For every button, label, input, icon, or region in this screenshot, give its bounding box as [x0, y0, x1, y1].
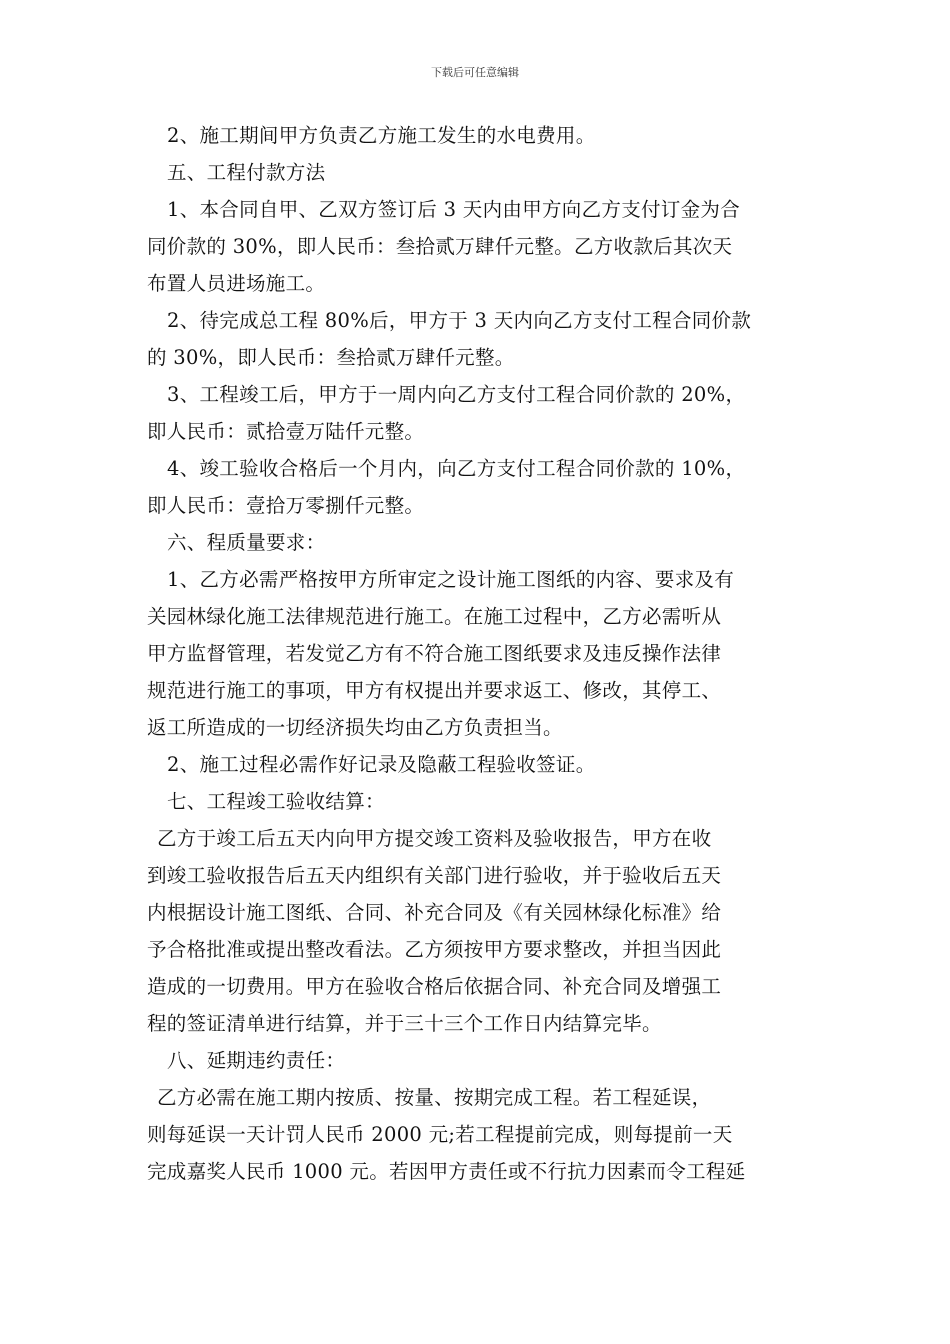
paragraph-line: 即人民币：贰拾壹万陆仟元整。	[147, 420, 425, 443]
paragraph-line: 布置人员进场施工。	[147, 272, 326, 295]
paragraph-line: 造成的一切费用。甲方在验收合格后依据合同、补充合同及增强工	[147, 975, 722, 998]
paragraph-line: 返工所造成的一切经济损失均由乙方负责担当。	[147, 716, 563, 739]
paragraph-line: 2、施工期间甲方负责乙方施工发生的水电费用。	[167, 124, 596, 147]
section-heading: 八、延期违约责任：	[167, 1049, 346, 1072]
paragraph-line: 同价款的 30%，即人民币：叁拾贰万肆仟元整。乙方收款后其次天	[147, 235, 733, 258]
paragraph-line: 关园林绿化施工法律规范进行施工。在施工过程中，乙方必需听从	[147, 605, 722, 628]
paragraph-line: 程的签证清单进行结算，并于三十三个工作日内结算完毕。	[147, 1012, 662, 1035]
paragraph-line: 即人民币：壹拾万零捌仟元整。	[147, 494, 425, 517]
document-body	[147, 117, 807, 1190]
paragraph-line: 1、乙方必需严格按甲方所审定之设计施工图纸的内容、要求及有	[167, 568, 735, 591]
paragraph-line: 完成嘉奖人民币 1000 元。若因甲方责任或不行抗力因素而令工程延	[147, 1160, 746, 1183]
paragraph-line: 予合格批准或提出整改看法。乙方须按甲方要求整改，并担当因此	[147, 938, 722, 961]
paragraph-line: 到竣工验收报告后五天内组织有关部门进行验收，并于验收后五天	[147, 864, 722, 887]
section-heading: 七、工程竣工验收结算：	[167, 790, 385, 813]
paragraph-line: 4、竣工验收合格后一个月内，向乙方支付工程合同价款的 10%，	[167, 457, 746, 480]
section-heading: 六、程质量要求：	[167, 531, 326, 554]
paragraph-line: 规范进行施工的事项，甲方有权提出并要求返工、修改，其停工、	[147, 679, 722, 702]
paragraph-line: 内根据设计施工图纸、合同、补充合同及《有关园林绿化标准》给	[147, 901, 722, 924]
paragraph-line: 乙方于竣工后五天内向甲方提交竣工资料及验收报告，甲方在收	[157, 827, 712, 850]
paragraph-line: 甲方监督管理，若发觉乙方有不符合施工图纸要求及违反操作法律	[147, 642, 722, 665]
paragraph-line: 则每延误一天计罚人民币 2000 元;若工程提前完成，则每提前一天	[147, 1123, 733, 1146]
section-heading: 五、工程付款方法	[167, 161, 326, 184]
paragraph-line: 1、本合同自甲、乙双方签订后 3 天内由甲方向乙方支付订金为合	[167, 198, 741, 221]
paragraph-line: 3、工程竣工后，甲方于一周内向乙方支付工程合同价款的 20%，	[167, 383, 746, 406]
paragraph-line: 的 30%，即人民币：叁拾贰万肆仟元整。	[147, 346, 515, 369]
page-header: 下载后可任意编辑	[431, 66, 519, 79]
paragraph-line: 2、待完成总工程 80%后，甲方于 3 天内向乙方支付工程合同价款	[167, 309, 752, 332]
paragraph-line: 乙方必需在施工期内按质、按量、按期完成工程。若工程延误，	[157, 1086, 712, 1109]
paragraph-line: 2、施工过程必需作好记录及隐蔽工程验收签证。	[167, 753, 596, 776]
